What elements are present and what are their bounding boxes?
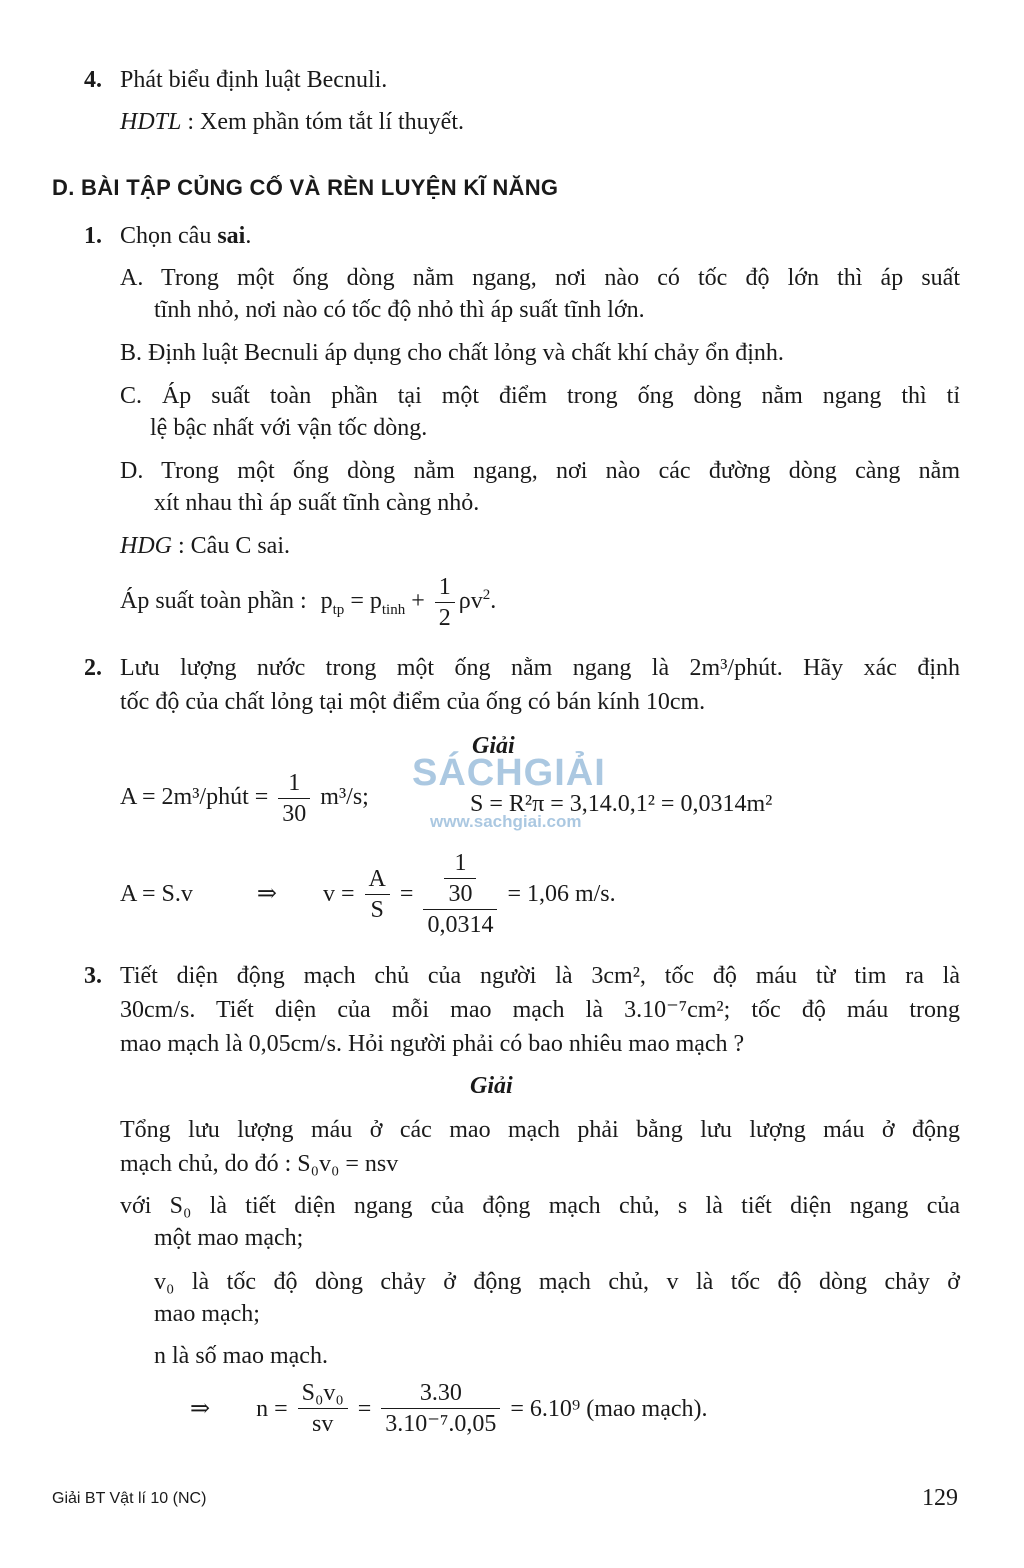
hdtl-label: HDTL <box>120 109 182 135</box>
frac-num: A <box>365 864 390 895</box>
dot: . <box>490 588 497 615</box>
frac-num: 1 <box>435 572 455 603</box>
area-formula: S = R²π = 3,14.0,1² = 0,0314m² <box>470 791 773 817</box>
solution-line-6: mao mạch; <box>154 1301 260 1327</box>
exercise-3-line-1: Tiết diện động mạch chủ của người là 3cm², tốc độ máu từ tim ra là <box>120 963 960 989</box>
footer-book-title: Giải BT Vật lí 10 (NC) <box>52 1490 207 1507</box>
prompt-end: . <box>245 223 252 249</box>
square: 2 <box>482 587 491 604</box>
count-result: = 6.10⁹ (mao mạch). <box>510 1395 708 1422</box>
compound-den: 0,0314 <box>427 912 494 938</box>
solution-line-5: v₀ là tốc độ dòng chảy ở động mạch chủ, v là tốc độ dòng chảy ở <box>154 1269 960 1295</box>
exercise-1-number: 1. <box>84 223 102 249</box>
exercise-2-line-1: Lưu lượng nước trong một ống nằm ngang là 2m³/phút. Hãy xác định <box>120 655 960 681</box>
hdg-label: HDG <box>120 533 172 559</box>
velocity-formula <box>120 848 616 940</box>
frac-den: 30 <box>282 801 307 827</box>
fraction-half <box>435 572 455 633</box>
equals: = <box>350 588 364 615</box>
sub-tinh: tinh <box>381 601 406 618</box>
option-d-line-1: D. Trong một ống dòng nằm ngang, nơi nào các đường dòng càng nằm <box>120 458 960 484</box>
frac-num: 1 <box>278 768 310 799</box>
compound-num <box>423 848 497 910</box>
equals: = <box>357 1395 372 1422</box>
option-c-line-1: C. Áp suất toàn phần tại một điểm trong ống dòng nằm ngang thì tỉ <box>120 383 960 409</box>
option-d-line-2: xít nhau thì áp suất tĩnh càng nhỏ. <box>154 490 480 516</box>
solution-line-7: n là số mao mạch. <box>154 1343 328 1369</box>
total-pressure-formula <box>120 572 496 633</box>
exercise-2-number: 2. <box>84 655 102 681</box>
option-b: B. Định luật Becnuli áp dụng cho chất lỏng và chất khí chảy ổn định. <box>120 340 784 366</box>
capillary-count-formula <box>190 1378 708 1439</box>
fraction-numeric <box>381 1378 500 1439</box>
frac-den: sv <box>312 1411 334 1437</box>
prompt-bold: sai <box>217 223 246 249</box>
page-number: 129 <box>922 1485 958 1511</box>
hdtl-text: : Xem phần tóm tắt lí thuyết. <box>187 109 464 135</box>
option-a-line-2: tĩnh nhỏ, nơi nào có tốc độ nhỏ thì áp suất tĩnh lớn. <box>154 297 645 323</box>
solution-line-3: với S₀ là tiết diện ngang của động mạch chủ, s là tiết diện ngang của <box>120 1193 960 1219</box>
frac-num: 1 <box>444 848 476 879</box>
question-4-text: Phát biểu định luật Becnuli. <box>120 67 388 93</box>
exercise-1-prompt <box>120 220 251 252</box>
option-a-line-1: A. Trong một ống dòng nằm ngang, nơi nào có tốc độ lớn thì áp suất <box>120 265 960 291</box>
hdg-text: : Câu C sai. <box>178 533 290 559</box>
frac-den: 2 <box>438 605 451 631</box>
frac-num: 3.30 <box>381 1378 500 1409</box>
equals: = <box>399 881 414 907</box>
section-d-title: D. BÀI TẬP CỦNG CỐ VÀ RÈN LUYỆN KĨ NĂNG <box>52 175 559 200</box>
exercise-3-line-2: 30cm/s. Tiết diện của mỗi mao mạch là 3.10⁻⁷cm²; tốc độ máu trong <box>120 997 960 1023</box>
solution-line-4: một mao mạch; <box>154 1225 304 1251</box>
frac-den: 3.10⁻⁷.0,05 <box>385 1411 497 1437</box>
exercise-2-line-2: tốc độ của chất lỏng tại một điểm của ống có bán kính 10cm. <box>120 689 706 715</box>
exercise-3-line-3: mao mạch là 0,05cm/s. Hỏi người phải có bao nhiêu mao mạch ? <box>120 1031 745 1057</box>
frac-den: 30 <box>448 881 473 907</box>
fraction-1-30 <box>278 768 310 829</box>
arrow: ⇒ <box>256 881 277 907</box>
arrow: ⇒ <box>190 1395 211 1422</box>
hdtl-line <box>120 106 464 138</box>
p-symbol: p <box>320 588 333 615</box>
fraction-s0v0-sv <box>298 1378 348 1439</box>
v-eq: v = <box>323 881 355 907</box>
p-symbol-2: p <box>369 588 382 615</box>
fraction-compound <box>423 848 497 940</box>
fraction-a-s <box>365 864 390 925</box>
watermark-url: www.sachgiai.com <box>430 812 582 831</box>
question-4-number: 4. <box>84 67 102 93</box>
plus: + <box>411 588 425 615</box>
option-c-line-2: lệ bậc nhất với vận tốc dòng. <box>150 415 428 441</box>
formula-label: Áp suất toàn phần : <box>120 588 307 615</box>
watermark-logo: SÁCHGIẢI <box>412 752 606 794</box>
frac-num: S₀v₀ <box>298 1378 348 1409</box>
prompt-text: Chọn câu <box>120 223 212 249</box>
a-unit: m³/s; <box>320 784 369 811</box>
sub-tp: tp <box>332 601 345 618</box>
giai-heading-3: Giải <box>470 1073 513 1099</box>
solution-line-2: mạch chủ, do đó : S₀v₀ = nsv <box>120 1151 399 1177</box>
giai-heading-2: Giải <box>472 733 515 759</box>
n-eq: n = <box>256 1395 288 1422</box>
fraction-1-30-inner <box>444 848 476 909</box>
a-sv: A = S.v <box>120 881 193 907</box>
frac-den: S <box>370 896 384 923</box>
rho-v: ρv <box>458 588 483 615</box>
a-eq: A = 2m³/phút = <box>120 784 269 811</box>
hdg-line <box>120 530 290 562</box>
solution-line-1: Tổng lưu lượng máu ở các mao mạch phải bằng lưu lượng máu ở động <box>120 1117 960 1143</box>
velocity-result: = 1,06 m/s. <box>507 881 616 907</box>
flow-rate-conversion <box>120 768 369 829</box>
exercise-3-number: 3. <box>84 963 102 989</box>
